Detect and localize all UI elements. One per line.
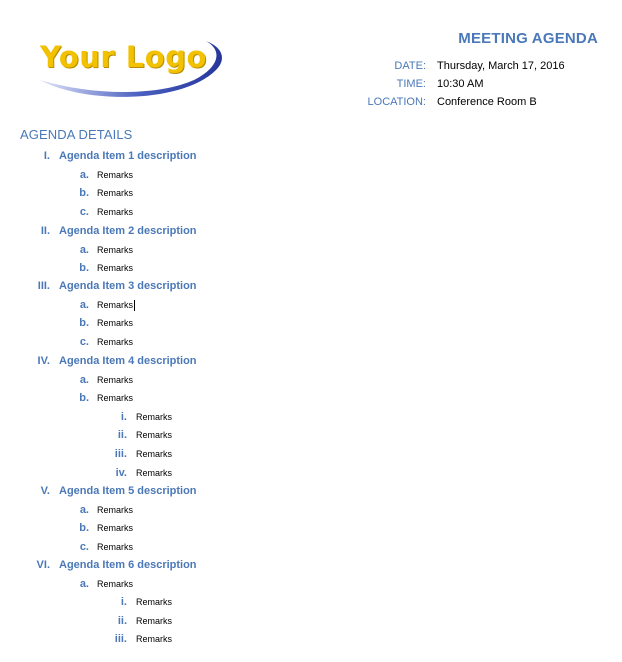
- agenda-subitem-number: a.: [79, 577, 89, 590]
- agenda-item-text[interactable]: Agenda Item 5 description: [59, 485, 197, 497]
- agenda-item-number: II.: [40, 225, 50, 237]
- agenda-details-heading[interactable]: AGENDA DETAILS: [20, 127, 133, 142]
- meta-row-time: [340, 75, 600, 93]
- agenda-subitem-number: b.: [79, 392, 89, 405]
- agenda-item-text[interactable]: Agenda Item 3 description: [59, 280, 197, 292]
- agenda-subitem-number: b.: [79, 522, 89, 535]
- agenda-subsubitem-text[interactable]: Remarks: [136, 430, 173, 441]
- agenda-subitem-text[interactable]: Remarks: [97, 206, 134, 217]
- company-logo: [36, 36, 228, 104]
- agenda-item-text[interactable]: Agenda Item 2 description: [59, 225, 197, 237]
- agenda-item-number: IV.: [37, 355, 50, 367]
- time-value[interactable]: 10:30 AM: [437, 78, 484, 90]
- agenda-subitem-text[interactable]: Remarks: [97, 169, 134, 180]
- agenda-subitem-text[interactable]: Remarks: [97, 263, 134, 274]
- agenda-subitem-text[interactable]: Remarks: [97, 578, 134, 589]
- agenda-subsubitem-text[interactable]: Remarks: [136, 411, 173, 422]
- date-value[interactable]: Thursday, March 17, 2016: [437, 60, 565, 72]
- meeting-meta-table: [340, 57, 600, 111]
- agenda-subitem-text[interactable]: Remarks: [97, 393, 134, 404]
- agenda-subsubitem-text[interactable]: Remarks: [136, 449, 173, 459]
- agenda-subitem-text[interactable]: Remarks: [97, 523, 134, 534]
- agenda-subitem-text[interactable]: Remarks: [97, 374, 134, 385]
- agenda-item-number: III.: [37, 280, 50, 292]
- agenda-subsubitem-number: i.: [120, 410, 127, 423]
- time-label: TIME:: [396, 78, 426, 90]
- agenda-subsubitem-number: ii.: [117, 429, 127, 442]
- agenda-subsubitem-number: iv.: [115, 466, 127, 479]
- agenda-item-number: V.: [40, 485, 50, 497]
- agenda-subitem-text[interactable]: Remarks: [97, 299, 134, 310]
- agenda-subitem-number: a.: [79, 373, 89, 386]
- agenda-subitem-number: c.: [79, 205, 89, 218]
- text-cursor: [134, 300, 135, 311]
- location-label: LOCATION:: [367, 96, 426, 108]
- agenda-subsubitem-number: iii.: [114, 633, 127, 646]
- location-value[interactable]: Conference Room B: [437, 96, 537, 108]
- agenda-subsubitem-text[interactable]: Remarks: [136, 615, 173, 626]
- agenda-subsubitem-number: iii.: [114, 448, 127, 460]
- document-title[interactable]: MEETING AGENDA: [458, 30, 598, 47]
- agenda-subitem-number: a.: [79, 243, 89, 256]
- meta-row-date: [340, 57, 600, 75]
- agenda-subitem-text[interactable]: Remarks: [97, 336, 134, 347]
- agenda-subitem-text[interactable]: Remarks: [97, 318, 134, 329]
- agenda-item-text[interactable]: Agenda Item 4 description: [59, 355, 197, 367]
- agenda-subitem-number: b.: [79, 262, 89, 275]
- agenda-subitem-text[interactable]: Remarks: [97, 188, 134, 199]
- agenda-subitem-number: a.: [79, 298, 89, 311]
- agenda-subsubitem-text[interactable]: Remarks: [136, 467, 173, 478]
- logo-text: Your Logo: [40, 40, 207, 74]
- meta-row-location: [340, 93, 600, 111]
- agenda-subitem-number: c.: [79, 335, 89, 348]
- agenda-subitem-text[interactable]: Remarks: [97, 541, 134, 552]
- agenda-item-text[interactable]: Agenda Item 6 description: [59, 559, 197, 571]
- agenda-subitem-number: b.: [79, 317, 89, 330]
- agenda-subitem-text[interactable]: Remarks: [97, 244, 134, 255]
- agenda-subitem-number: a.: [79, 168, 89, 181]
- date-label: DATE:: [394, 60, 426, 72]
- agenda-subsubitem-text[interactable]: Remarks: [136, 634, 173, 645]
- agenda-item-number: I.: [43, 150, 50, 162]
- agenda-subitem-text[interactable]: Remarks: [97, 504, 134, 515]
- agenda-subsubitem-number: ii.: [117, 614, 127, 627]
- agenda-subitem-number: a.: [79, 503, 89, 516]
- agenda-subsubitem-number: i.: [120, 596, 127, 609]
- agenda-subitem-number: c.: [79, 540, 89, 553]
- agenda-subsubitem-text[interactable]: Remarks: [136, 597, 173, 608]
- agenda-item-number: VI.: [36, 559, 50, 571]
- agenda-subitem-number: b.: [79, 187, 89, 200]
- agenda-item-text[interactable]: Agenda Item 1 description: [59, 150, 197, 162]
